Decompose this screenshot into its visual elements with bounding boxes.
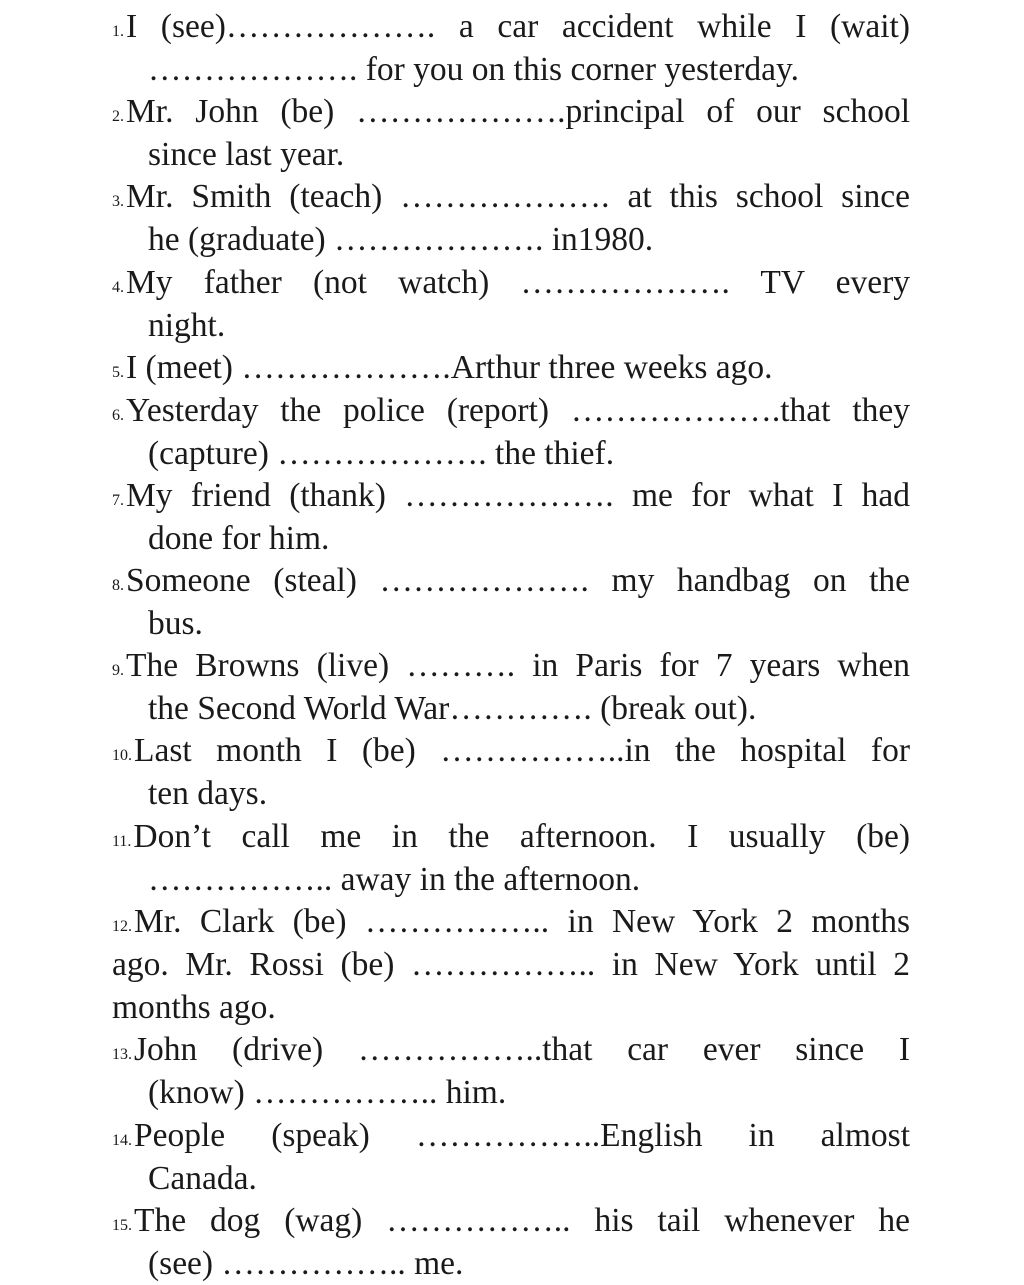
item-text: John (drive) ……………..that car ever since I (134, 1031, 910, 1068)
exercise-line (112, 986, 910, 1029)
exercise-line (112, 261, 910, 304)
item-number: 13. (112, 1046, 132, 1063)
item-text: People (speak) ……………..English in almost (134, 1117, 910, 1154)
item-text: months ago. (112, 989, 276, 1026)
exercise-line (148, 772, 910, 815)
exercise-line (148, 304, 910, 347)
exercise-line (112, 729, 910, 772)
exercise-line (148, 602, 910, 645)
exercise-line (112, 389, 910, 432)
exercise-line (148, 687, 910, 730)
exercise-line (112, 559, 910, 602)
item-text: done for him. (148, 520, 330, 557)
item-number: 12. (112, 918, 132, 935)
exercise-line (148, 517, 910, 560)
item-text: bus. (148, 605, 203, 642)
item-text: Don’t call me in the afternoon. I usually (be) (133, 818, 910, 855)
exercise-line (148, 1242, 910, 1285)
item-text: Last month I (be) ……………..in the hospital for (134, 732, 910, 769)
item-text: the Second World War…………. (break out). (148, 690, 757, 727)
item-text: My father (not watch) ………………. TV every (126, 264, 910, 301)
exercise-line (148, 48, 910, 91)
item-text: night. (148, 307, 226, 344)
item-text: I (see)………………. a car accident while I (wait) (126, 8, 910, 45)
exercise-line (148, 858, 910, 901)
item-text: Mr. Smith (teach) ………………. at this school since (126, 178, 910, 215)
item-number: 5. (112, 364, 124, 381)
item-text: Mr. Clark (be) …………….. in New York 2 months (134, 903, 910, 940)
exercise-line (112, 346, 910, 389)
exercise-line (112, 1199, 910, 1242)
item-text: My friend (thank) ………………. me for what I had (126, 477, 910, 514)
item-text: …………….. away in the afternoon. (148, 861, 641, 898)
item-text: (capture) ………………. the thief. (148, 435, 615, 472)
exercise-line (112, 90, 910, 133)
exercise-line (148, 1071, 910, 1114)
item-text: Canada. (148, 1160, 257, 1197)
exercise-line (148, 218, 910, 261)
item-number: 4. (112, 279, 124, 296)
exercise-line (112, 815, 910, 858)
item-text: (see) …………….. me. (148, 1245, 464, 1282)
exercise-line (148, 432, 910, 475)
item-text: Someone (steal) ………………. my handbag on the (126, 562, 910, 599)
item-number: 14. (112, 1132, 132, 1149)
item-text: Mr. John (be) ……………….principal of our school (126, 93, 910, 130)
item-number: 1. (112, 23, 124, 40)
item-text: (know) …………….. him. (148, 1074, 507, 1111)
item-number: 3. (112, 193, 124, 210)
exercise-line (112, 943, 910, 986)
item-text: Yesterday the police (report) ……………….that they (126, 392, 910, 429)
item-number: 7. (112, 492, 124, 509)
exercise-line (112, 5, 910, 48)
exercise-line (112, 1028, 910, 1071)
item-text: I (meet) ……………….Arthur three weeks ago. (126, 349, 773, 386)
item-number: 10. (112, 747, 132, 764)
item-number: 15. (112, 1217, 132, 1234)
exercise-line (148, 133, 910, 176)
item-text: ………………. for you on this corner yesterday. (148, 51, 799, 88)
item-number: 9. (112, 662, 124, 679)
item-text: The Browns (live) ………. in Paris for 7 years when (126, 647, 910, 684)
item-number: 2. (112, 108, 124, 125)
item-number: 6. (112, 407, 124, 424)
exercise-line (112, 175, 910, 218)
item-text: he (graduate) ………………. in1980. (148, 221, 654, 258)
item-text: since last year. (148, 136, 345, 173)
item-text: The dog (wag) …………….. his tail whenever he (134, 1202, 910, 1239)
exercise-line (112, 1114, 910, 1157)
item-text: ago. Mr. Rossi (be) …………….. in New York until 2 (112, 946, 910, 983)
item-text: ten days. (148, 775, 268, 812)
exercise-line (112, 644, 910, 687)
item-number: 11. (112, 833, 132, 850)
exercise-line (112, 900, 910, 943)
item-number: 8. (112, 577, 124, 594)
exercise-line (112, 474, 910, 517)
exercise-line (148, 1157, 910, 1200)
